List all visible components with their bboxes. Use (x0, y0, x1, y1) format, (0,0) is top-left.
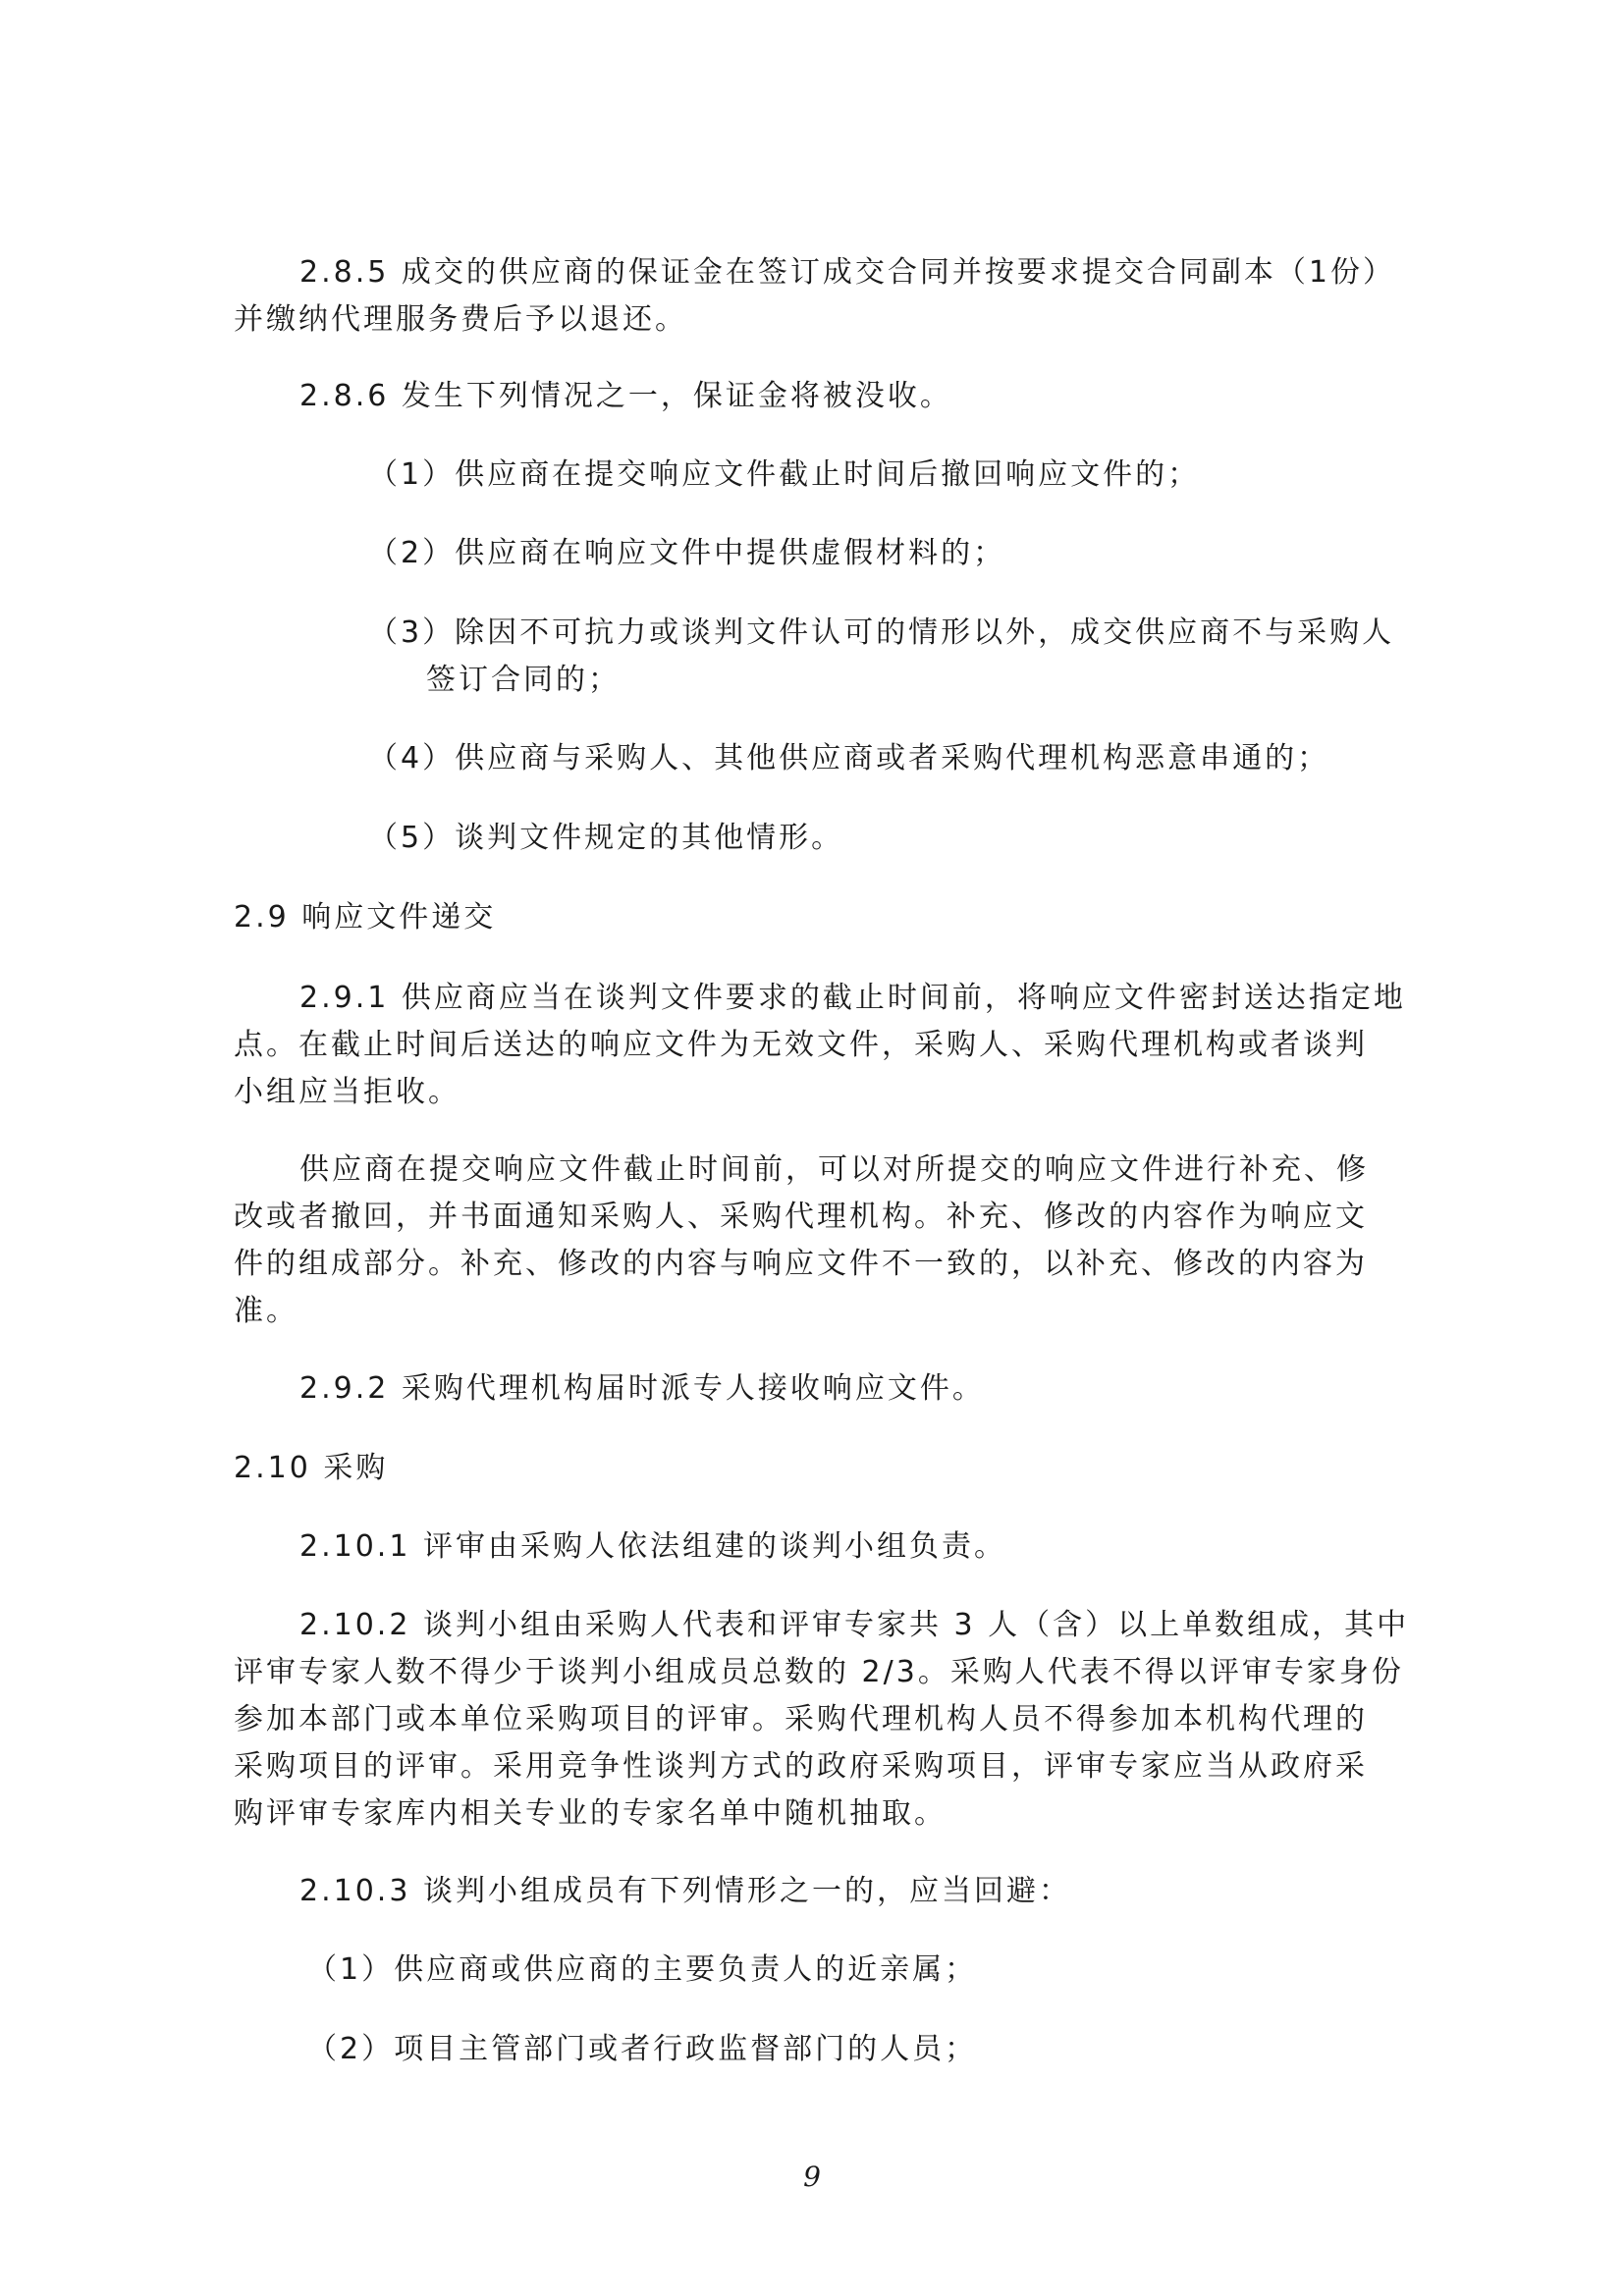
page-number: 9 (803, 2161, 821, 2193)
forfeit-item-5: （5）谈判文件规定的其他情形。 (368, 821, 844, 855)
supplier-revision-line-4: 准。 (234, 1294, 298, 1328)
clause-2-9-1-line-3: 小组应当拒收。 (234, 1075, 460, 1109)
clause-2-8-6: 2.8.6 发生下列情况之一，保证金将被没收。 (299, 379, 952, 413)
forfeit-item-4: （4）供应商与采购人、其他供应商或者采购代理机构恶意串通的； (368, 741, 1330, 775)
supplier-revision-line-1: 供应商在提交响应文件截止时间前，可以对所提交的响应文件进行补充、修 (299, 1152, 1369, 1187)
section-2-10-heading: 2.10 采购 (234, 1451, 389, 1485)
supplier-revision-line-3: 件的组成部分。补充、修改的内容与响应文件不一致的，以补充、修改的内容为 (234, 1247, 1368, 1281)
clause-2-9-1-line-2: 点。在截止时间后送达的响应文件为无效文件，采购人、采购代理机构或者谈判 (234, 1028, 1368, 1062)
clause-2-8-5-line-1: 2.8.5 成交的供应商的保证金在签订成交合同并按要求提交合同副本（1份） (299, 255, 1395, 290)
section-2-9-heading: 2.9 响应文件递交 (234, 900, 497, 934)
clause-2-8-5-line-2: 并缴纳代理服务费后予以退还。 (234, 302, 687, 337)
forfeit-item-2: （2）供应商在响应文件中提供虚假材料的； (368, 536, 1006, 570)
clause-2-10-2-line-3: 参加本部门或本单位采购项目的评审。采购代理机构人员不得参加本机构代理的 (234, 1702, 1368, 1736)
clause-2-10-3: 2.10.3 谈判小组成员有下列情形之一的，应当回避： (299, 1874, 1071, 1908)
clause-2-9-1-line-1: 2.9.1 供应商应当在谈判文件要求的截止时间前，将响应文件密封送达指定地 (299, 981, 1406, 1015)
forfeit-item-3-line-1: （3）除因不可抗力或谈判文件认可的情形以外，成交供应商不与采购人 (368, 615, 1395, 650)
recusal-item-1: （1）供应商或供应商的主要负责人的近亲属； (307, 1952, 978, 1987)
clause-2-10-2-line-2: 评审专家人数不得少于谈判小组成员总数的 2/3。采购人代表不得以评审专家身份 (234, 1655, 1404, 1689)
forfeit-item-3-line-2: 签订合同的； (426, 663, 621, 697)
clause-2-10-2-line-4: 采购项目的评审。采用竞争性谈判方式的政府采购项目，评审专家应当从政府采 (234, 1749, 1368, 1784)
clause-2-9-2: 2.9.2 采购代理机构届时派专人接收响应文件。 (299, 1371, 985, 1406)
clause-2-10-2-line-1: 2.10.2 谈判小组由采购人代表和评审专家共 3 人（含）以上单数组成，其中 (299, 1608, 1410, 1642)
clause-2-10-1: 2.10.1 评审由采购人依法组建的谈判小组负责。 (299, 1529, 1006, 1564)
recusal-item-2: （2）项目主管部门或者行政监督部门的人员； (307, 2032, 978, 2066)
supplier-revision-line-2: 改或者撤回，并书面通知采购人、采购代理机构。补充、修改的内容作为响应文 (234, 1200, 1368, 1234)
forfeit-item-1: （1）供应商在提交响应文件截止时间后撤回响应文件的； (368, 457, 1201, 492)
clause-2-10-2-line-5: 购评审专家库内相关专业的专家名单中随机抽取。 (234, 1796, 947, 1831)
